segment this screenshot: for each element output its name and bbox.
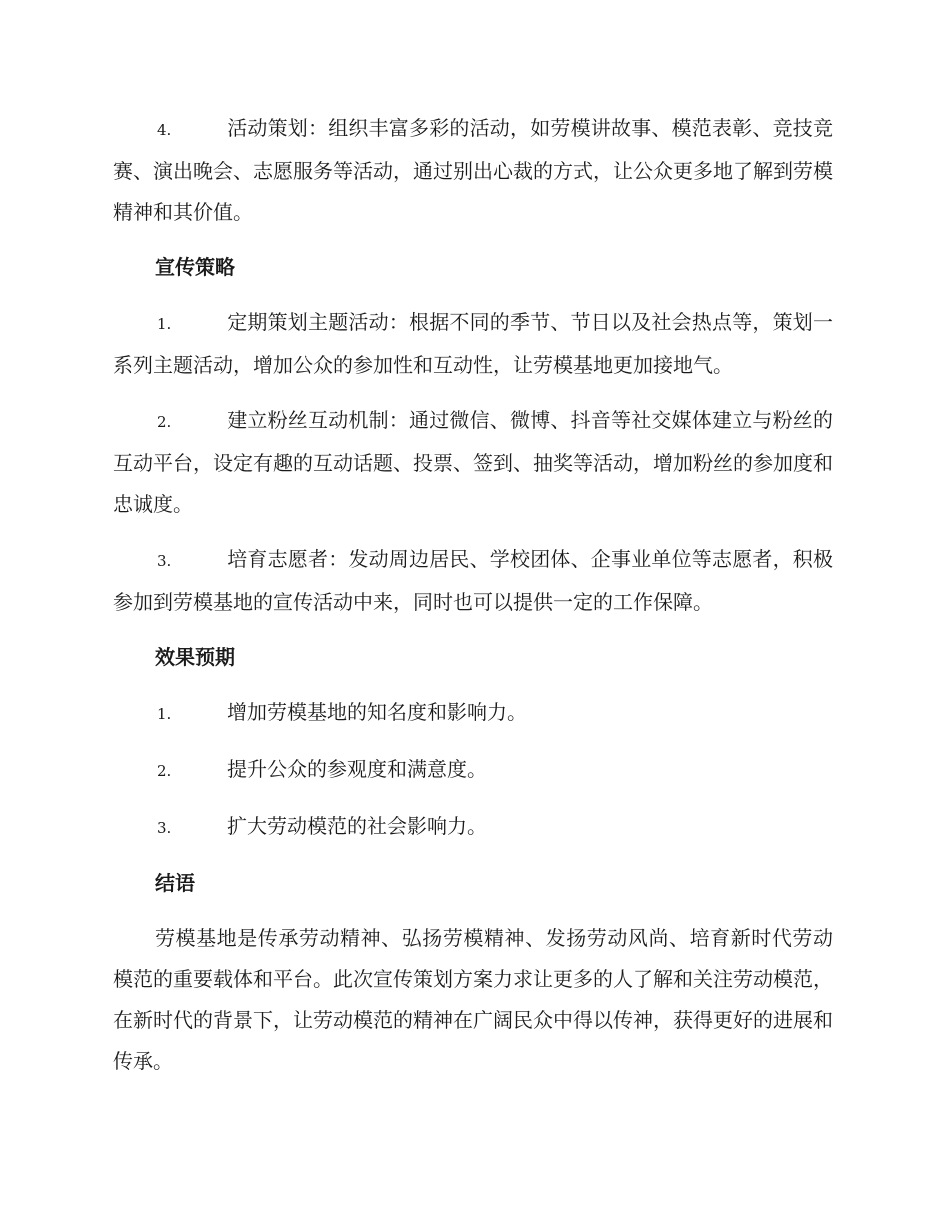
list-text: 定期策划主题活动：根据不同的季节、节日以及社会热点等，策划一系列主题活动，增加公众的参加性和互动性，让劳模基地更加接地气。 bbox=[113, 310, 833, 377]
list-text: 建立粉丝互动机制：通过微信、微博、抖音等社交媒体建立与粉丝的互动平台，设定有趣的互动话题、投票、签到、抽奖等活动，增加粉丝的参加度和忠诚度。 bbox=[113, 408, 833, 516]
list-number: 1. bbox=[157, 705, 172, 723]
list-text: 扩大劳动模范的社会影响力。 bbox=[227, 814, 487, 838]
promotion-item-1 bbox=[113, 302, 833, 386]
list-number: 1. bbox=[157, 315, 172, 333]
effect-item-3 bbox=[113, 806, 833, 849]
document-page bbox=[113, 108, 833, 1082]
conclusion-paragraph: 劳模基地是传承劳动精神、弘扬劳模精神、发扬劳动风尚、培育新时代劳动模范的重要载体和平台。此次宣传策划方案力求让更多的人了解和关注劳动模范，在新时代的背景下，让劳动模范的精神在广阔民众中得以传神，获得更好的进展和传承。 bbox=[113, 926, 833, 1073]
list-number: 3. bbox=[157, 819, 172, 837]
list-text: 提升公众的参观度和满意度。 bbox=[227, 757, 487, 781]
list-number: 3. bbox=[157, 552, 172, 570]
list-text: 活动策划：组织丰富多彩的活动，如劳模讲故事、模范表彰、竞技竞赛、演出晚会、志愿服务等活动，通过别出心裁的方式，让公众更多地了解到劳模精神和其价值。 bbox=[113, 116, 833, 224]
promotion-item-2 bbox=[113, 400, 833, 525]
list-number: 2. bbox=[157, 413, 172, 431]
list-text: 培育志愿者：发动周边居民、学校团体、企事业单位等志愿者，积极参加到劳模基地的宣传活动中来，同时也可以提供一定的工作保障。 bbox=[113, 547, 833, 614]
list-number: 2. bbox=[157, 762, 172, 780]
list-text: 增加劳模基地的知名度和影响力。 bbox=[227, 700, 527, 724]
effect-item-1 bbox=[113, 692, 833, 735]
section-heading-conclusion: 结语 bbox=[155, 871, 195, 895]
promotion-item-3 bbox=[113, 539, 833, 623]
list-number: 4. bbox=[157, 121, 172, 139]
section-heading-effect: 效果预期 bbox=[155, 645, 235, 669]
activity-item-4 bbox=[113, 108, 833, 233]
section-heading-promotion: 宣传策略 bbox=[155, 255, 235, 279]
effect-item-2 bbox=[113, 749, 833, 792]
